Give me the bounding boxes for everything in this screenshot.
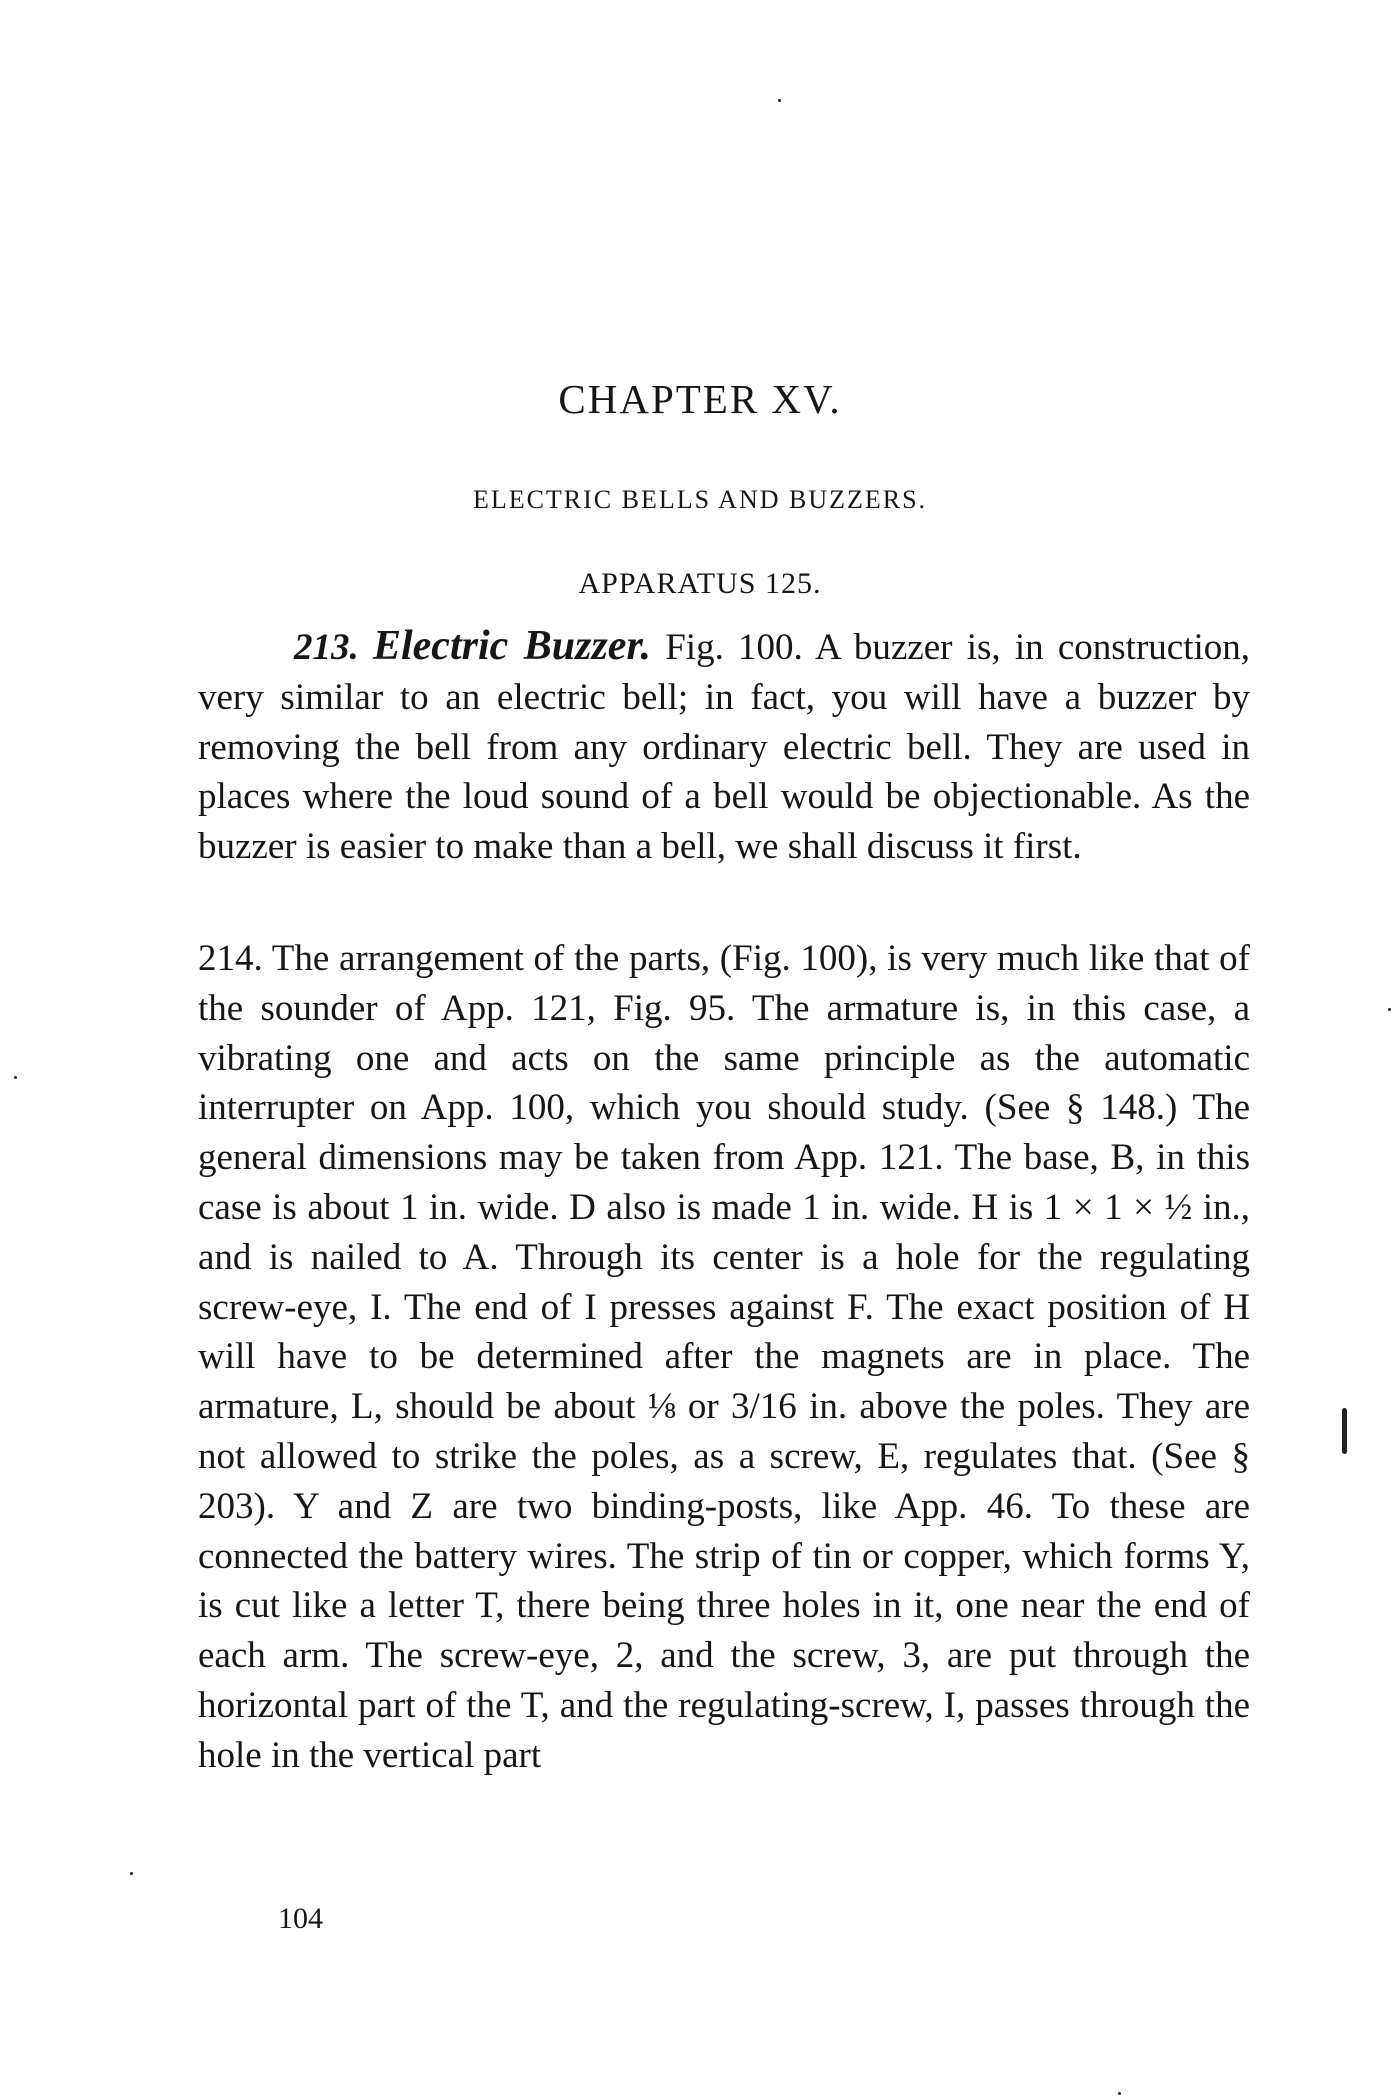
- scan-speck: [130, 1872, 133, 1875]
- apparatus-heading: APPARATUS 125.: [578, 567, 822, 600]
- scan-speck: [14, 1076, 17, 1079]
- page-number: 104: [278, 1902, 323, 1935]
- chapter-subtitle: ELECTRIC BELLS AND BUZZERS.: [472, 485, 928, 514]
- section-title: Electric Buzzer.: [372, 623, 651, 669]
- scan-speck: [1342, 1408, 1347, 1454]
- paragraph-213-text: Fig. 100. A buzzer is, in construction, very similar to an electric bell; in fact, you will have a buzzer by removing the bell from any ordinary electric bell. They are used in places where the loud sound of a bell would be objectionable. As the buzzer is easier to make than a bell, we shall discuss it first.: [198, 627, 1251, 868]
- scan-speck: [778, 99, 781, 102]
- paragraph-214: 214. The arrangement of the parts, (Fig. 100), is very much like that of the sounder of App. 121, Fig. 95. The armature is, in this case, a vibrating one and acts on the same principle as the automatic interrupter on App. 100, which you should study. (See § 148.) The general dimensions may be taken from App. 121. The base, B, in this case is about 1 in. wide. D also is made 1 in. wide. H is 1 × 1 × ½ in., and is nailed to A. Through its center is a hole for the regulating screw-eye, I. The end of I presses against F. The exact position of H will have to be determined after the magnets are in place. The armature, L, should be about ⅛ or 3/16 in. above the poles. They are not allowed to strike the poles, as a screw, E, regulates that. (See § 203). Y and Z are two binding-posts, like App. 46. To these are connected the battery wires. The strip of tin or copper, which forms Y, is cut like a letter T, there being three holes in it, one near the end of each arm. The screw-eye, 2, and the screw, 3, are put through the horizontal part of the T, and the regulating-screw, I, passes through the hole in the vertical part: [198, 938, 1250, 1776]
- section-number: 213.: [294, 627, 359, 668]
- paragraph-213: [198, 622, 1250, 872]
- scan-speck: [1388, 1008, 1391, 1011]
- chapter-title: CHAPTER XV.: [558, 376, 842, 422]
- scan-speck: [1118, 2092, 1121, 2095]
